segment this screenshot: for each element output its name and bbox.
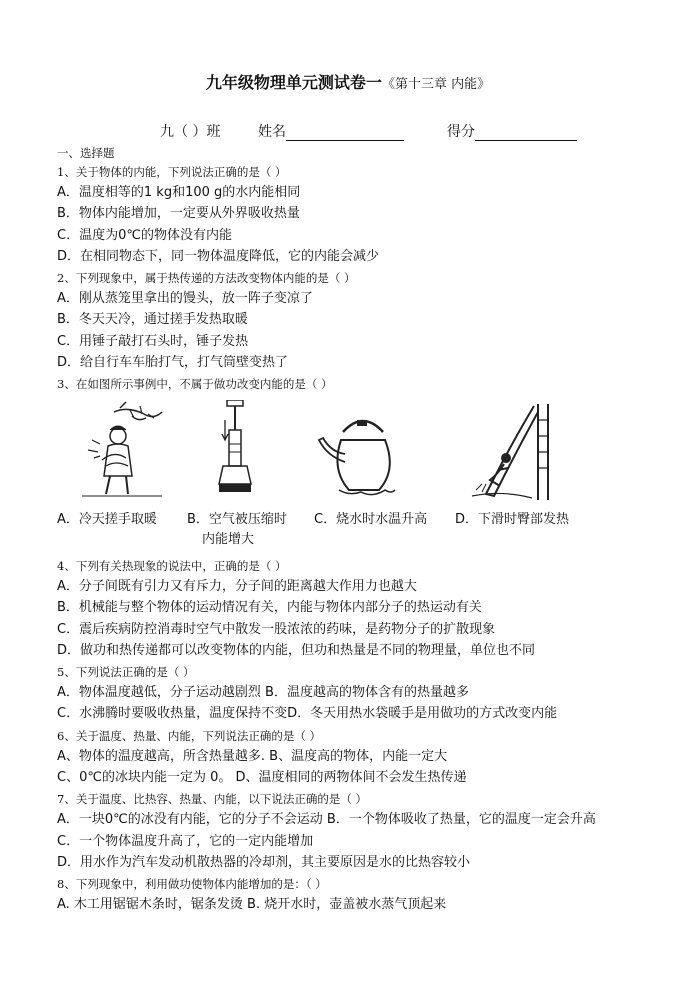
question-stem: 4、下列有关热现象的说法中，正确的是（ ） — [57, 559, 287, 573]
question-stem: 6、关于温度、热量、内能，下列说法正确的是（ ） — [57, 728, 321, 743]
answer-option: C．震后疾病防控消毒时空气中散发一股浓浓的药味，是药物分子的扩散现象 — [57, 621, 496, 637]
question-stem: 5、下列说法正确的是（ ） — [57, 665, 195, 679]
question-stem: 2、下列现象中，属于热传递的方法改变物体内能的是（ ） — [57, 271, 356, 285]
answer-option: C、0℃的冰块内能一定为 0。 D、温度相同的两物体间不会发生热传递 — [57, 770, 467, 785]
answer-option: D．用水作为汽车发动机散热器的冷却剂，其主要原因是水的比热容较小 — [57, 854, 471, 870]
slide-figure-icon — [468, 400, 558, 505]
section-heading: 一、选择题 — [57, 146, 115, 160]
option-3c: C．烧水时水温升高 — [314, 512, 428, 527]
air-compression-figure-icon — [205, 400, 265, 505]
question-stem: 7、关于温度、比热容、热量、内能，以下说法正确的是（ ） — [57, 792, 367, 807]
title-main: 九年级物理单元测试卷一 — [205, 73, 382, 92]
name-field — [258, 121, 404, 141]
kettle-figure-icon — [315, 400, 410, 505]
answer-option: C．用锤子敲打石头时，锤子发热 — [57, 333, 249, 349]
answer-option: C．一个物体温度升高了，它的一定内能增加 — [57, 833, 314, 849]
option-3b-line1: B．空气被压缩时 — [187, 512, 287, 527]
answer-option: A. 木工用锯锯木条时，锯条发烫 B. 烧开水时，壶盖被水蒸气顶起来 — [57, 897, 447, 913]
answer-option: A．一块0℃的冰没有内能，它的分子不会运动 B．一个物体吸收了热量，它的温度一定会升高 — [57, 812, 596, 828]
question-stem: 3、在如图所示事例中，不属于做功改变内能的是（ ） — [57, 377, 333, 391]
hand-rub-figure-icon — [72, 400, 172, 505]
option-3b-line2: 内能增大 — [202, 532, 255, 547]
answer-option: D．做功和热传递都可以改变物体的内能，但功和热量是不同的物理量，单位也不同 — [57, 642, 536, 658]
answer-option: C．水沸腾时要吸收热量，温度保持不变D．冬天用热水袋暖手是用做功的方式改变内能 — [57, 706, 558, 722]
answer-option: B．物体内能增加，一定要从外界吸收热量 — [57, 206, 300, 222]
question-stem: 1、关于物体的内能，下列说法正确的是（ ） — [57, 165, 287, 179]
answer-option: A．温度相等的1 kg和100 g的水内能相同 — [57, 185, 301, 201]
title-sub: 《第十三章 内能》 — [381, 77, 491, 92]
name-label: 姓名 — [258, 124, 286, 140]
page-title — [0, 70, 696, 93]
class-field: 九（ ）班 — [160, 124, 221, 140]
option-3d: D．下滑时臀部发热 — [455, 512, 570, 527]
question-stem: 8、下列现象中，利用做功使物体内能增加的是：（ ） — [57, 877, 327, 891]
answer-option: A．刚从蒸笼里拿出的馒头，放一阵子变凉了 — [57, 291, 313, 307]
answer-option: D．在相同物态下，同一物体温度降低，它的内能会减少 — [57, 248, 380, 264]
answer-option: D．给自行车车胎打气，打气筒壁变热了 — [57, 354, 289, 370]
answer-option: A．分子间既有引力又有斥力，分子间的距离越大作用力也越大 — [57, 579, 417, 595]
score-label: 得分 — [447, 124, 475, 140]
answer-option: A．物体温度越低，分子运动越剧烈 B．温度越高的物体含有的热量越多 — [57, 685, 469, 701]
name-blank[interactable] — [286, 124, 404, 141]
answer-option: C．温度为0℃的物体没有内能 — [57, 227, 232, 243]
option-3b — [187, 510, 287, 550]
answer-option: A、物体的温度越高，所含热量越多. B、温度高的物体，内能一定大 — [57, 748, 448, 764]
option-3a: A．冷天搓手取暖 — [57, 512, 157, 527]
score-blank[interactable] — [475, 124, 577, 141]
answer-option: B．冬天天冷，通过搓手发热取暖 — [57, 312, 248, 328]
score-field — [447, 121, 577, 141]
answer-option: B．机械能与整个物体的运动情况有关，内能与物体内部分子的热运动有关 — [57, 600, 482, 616]
